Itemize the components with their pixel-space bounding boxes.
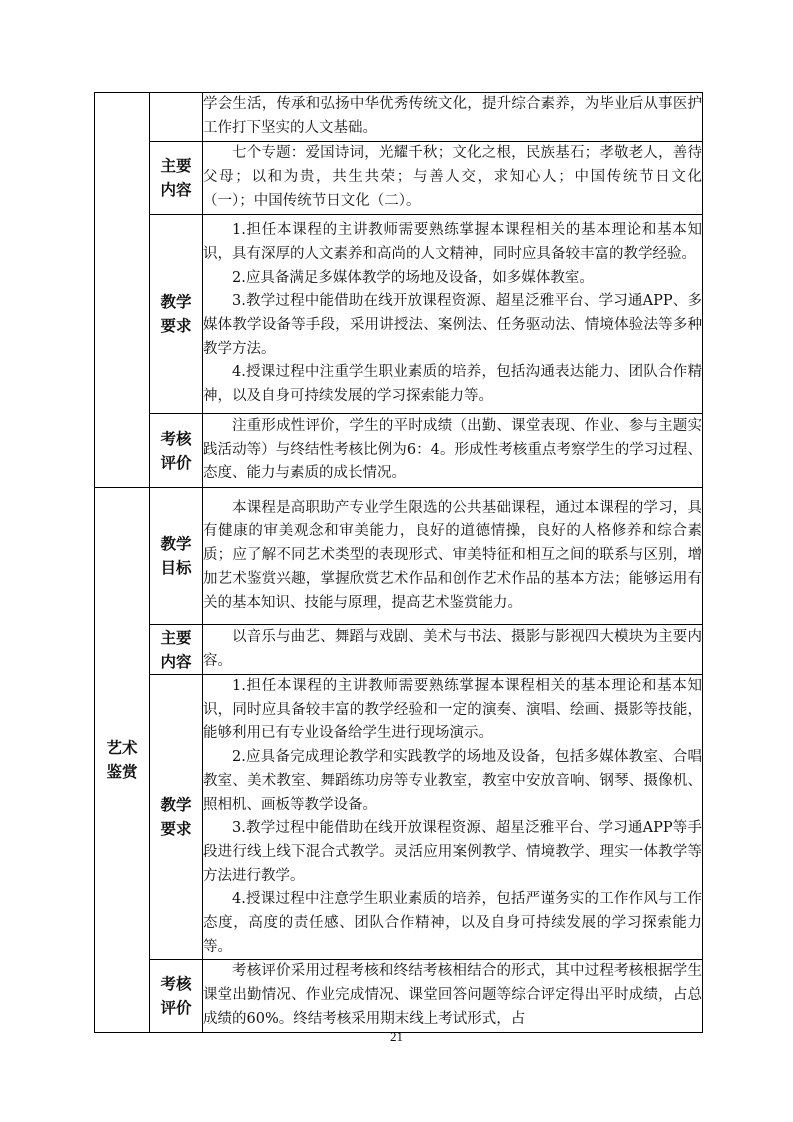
content-cell (203, 488, 703, 625)
course-name: 艺术 鉴赏 (106, 738, 138, 781)
table-row (95, 215, 703, 414)
art-requirement-2: 2.应具备完成理论教学和实践教学的场地及设备，包括多媒体教室、合唱教室、美术教室、舞蹈练功房等专业教室，教室中安放音响、钢琴、摄像机、照相机、画板等教学设备。 (203, 749, 702, 813)
label-cell-empty (150, 93, 203, 142)
content-cell (203, 675, 703, 960)
label-text: 主要 内容 (160, 628, 192, 671)
prev-main-content: 七个专题：爱国诗词，光耀千秋；文化之根，民族基石；孝敬老人，善待父母；以和为贵，共生共荣；与善人交，求知心人；中国传统节日文化（一）；中国传统节日文化（二）。 (203, 145, 702, 209)
content-cell (203, 960, 703, 1032)
label-assessment (150, 960, 203, 1032)
art-main-content: 以音乐与曲艺、舞蹈与戏剧、美术与书法、摄影与影视四大模块为主要内容。 (203, 628, 702, 669)
table-row (95, 960, 703, 1032)
label-text: 教学 要求 (160, 796, 192, 839)
table-row (95, 93, 703, 142)
prev-requirement-1: 1.担任本课程的主讲教师需要熟练掌握本课程相关的基本理论和基本知识，具有深厚的人文素养和高尚的人文精神，同时应具备较丰富的教学经验。 (203, 222, 702, 262)
table-row (95, 625, 703, 675)
art-requirement-3: 3.教学过程中能借助在线开放课程资源、超星泛雅平台、学习通APP等手段进行线上线下混合式教学。灵活应用案例教学、情境教学、理实一体教学等方法进行教学。 (203, 820, 702, 884)
table-row (95, 675, 703, 960)
art-objectives: 本课程是高职助产专业学生限选的公共基础课程，通过本课程的学习，具有健康的审美观念和审美能力，良好的道德情操，良好的人格修养和综合素质；应了解不同艺术类型的表现形式、审美特征和相互之间的联系与区别，增加艺术鉴赏兴趣，掌握欣赏艺术作品和创作艺术作品的基本方法；能够运用有关的基本知识、技能与原理，提高艺术鉴赏能力。 (203, 499, 702, 611)
label-main-content (150, 142, 203, 215)
label-text: 考核 评价 (160, 429, 192, 472)
prev-requirement-3: 3.教学过程中能借助在线开放课程资源、超星泛雅平台、学习通APP、多媒体教学设备等手段，采用讲授法、案例法、任务驱动法、情境体验法等多种教学方法。 (203, 293, 702, 357)
label-teaching-objectives (150, 488, 203, 625)
table-row (95, 488, 703, 625)
table-row (95, 142, 703, 215)
label-text: 主要 内容 (160, 157, 192, 199)
prev-objective-tail: 学会生活，传承和弘扬中华优秀传统文化，提升综合素养，为毕业后从事医护工作打下坚实的人文基础。 (203, 96, 702, 136)
content-cell (203, 142, 703, 215)
course-table (94, 92, 703, 1033)
prev-requirement-4: 4.授课过程中注重学生职业素质的培养，包括沟通表达能力、团队合作精神，以及自身可持续发展的学习探索能力等。 (203, 364, 702, 405)
prev-assessment: 注重形成性评价，学生的平时成绩（出勤、课堂表现、作业、参与主题实践活动等）与终结性考核比例为6：4。形成性考核重点考察学生的学习过程、态度、能力与素质的成长情况。 (203, 417, 702, 482)
label-teaching-requirements (150, 675, 203, 960)
table-row (95, 414, 703, 488)
label-main-content (150, 625, 203, 675)
prev-requirement-2: 2.应具备满足多媒体教学的场地及设备，如多媒体教室。 (232, 269, 594, 286)
course-cell-prev (95, 93, 150, 488)
label-teaching-requirements (150, 215, 203, 414)
label-assessment (150, 414, 203, 488)
art-assessment: 考核评价采用过程考核和终结考核相结合的形式，其中过程考核根据学生课堂出勤情况、作业完成情况、课堂回答问题等综合评定得出平时成绩，占总成绩的60%。终结考核采用期末线上考试形式，占 (203, 963, 702, 1027)
label-text: 教学 目标 (160, 535, 192, 577)
content-cell (203, 625, 703, 675)
course-cell-art (95, 488, 150, 1033)
content-cell (203, 414, 703, 488)
art-requirement-1: 1.担任本课程的主讲教师需要熟练掌握本课程相关的基本理论和基本知识，同时应具备较丰富的教学经验和一定的演奏、演唱、绘画、摄影等技能，能够利用已有专业设备给学生进行现场演示。 (203, 678, 702, 742)
content-cell (203, 215, 703, 414)
page-number: 21 (390, 1029, 403, 1044)
label-text: 教学 要求 (160, 293, 192, 335)
art-requirement-4: 4.授课过程中注意学生职业素质的培养，包括严谨务实的工作作风与工作态度，高度的责任感、团队合作精神，以及自身可持续发展的学习探索能力等。 (203, 891, 702, 955)
label-text: 考核 评价 (160, 974, 192, 1017)
content-cell (203, 93, 703, 142)
